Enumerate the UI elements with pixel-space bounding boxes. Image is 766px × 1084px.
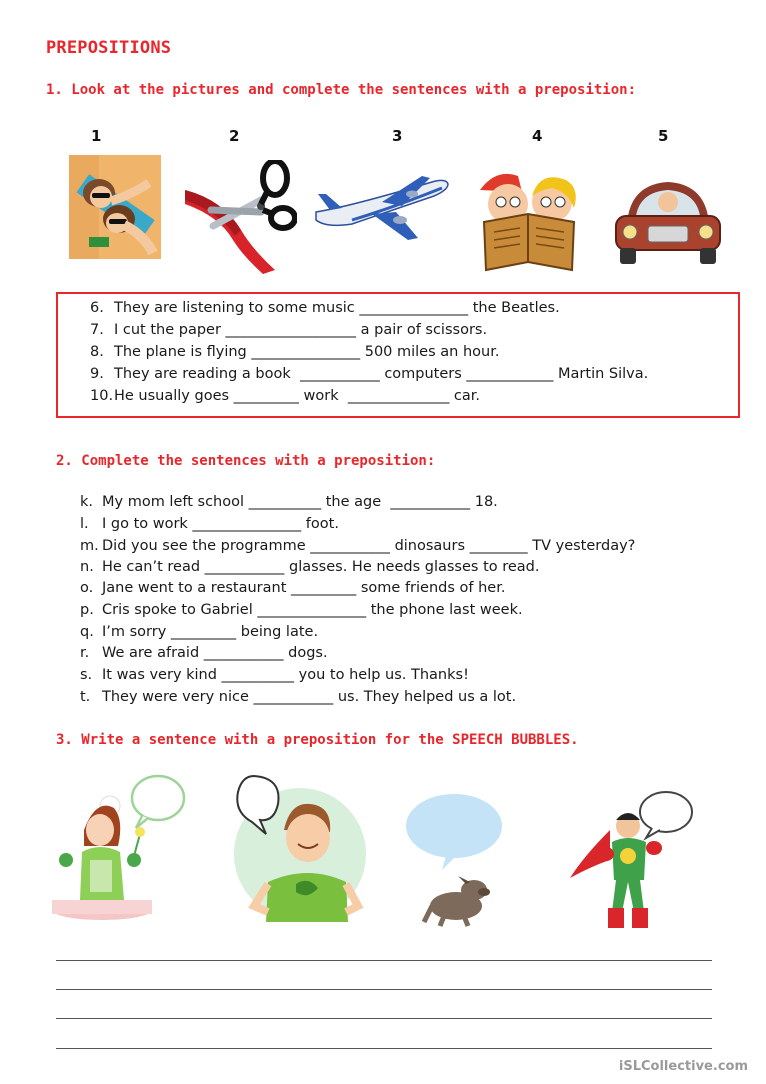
sentence-p: p. Cris spoke to Gabriel _______________ the phone last week. (80, 602, 523, 618)
airplane-image (312, 172, 452, 244)
sentence-n: n. He can’t read ___________ glasses. He needs glasses to read. (80, 559, 540, 575)
children-reading-image (476, 162, 582, 272)
answer-line-4[interactable] (56, 1048, 712, 1049)
sentence-8: 8. The plane is flying _______________ 500 miles an hour. (90, 344, 500, 360)
section-3-heading: 3. Write a sentence with a preposition for the SPEECH BUBBLES. (56, 732, 579, 748)
page-title: PREPOSITIONS (46, 38, 172, 58)
sentence-l: l. I go to work _______________ foot. (80, 516, 339, 532)
sentence-k: k. My mom left school __________ the age ___________ 18. (80, 494, 498, 510)
picture-number-4: 4 (532, 127, 543, 145)
section-2-heading: 2. Complete the sentences with a preposition: (56, 453, 436, 469)
picture-number-2: 2 (229, 127, 240, 145)
sentence-9: 9. They are reading a book ___________ computers ____________ Martin Silva. (90, 366, 649, 382)
picture-number-5: 5 (658, 127, 669, 145)
answer-line-3[interactable] (56, 1018, 712, 1019)
sentence-7: 7. I cut the paper __________________ a pair of scissors. (90, 322, 488, 338)
car-driver-image (612, 176, 724, 268)
answer-line-2[interactable] (56, 989, 712, 990)
sentence-10: 10.He usually goes _________ work ______________ car. (90, 388, 481, 404)
sentence-o: o. Jane went to a restaurant _________ some friends of her. (80, 580, 506, 596)
dog-image (404, 794, 504, 928)
chef-woman-image (52, 772, 188, 924)
picture-number-3: 3 (392, 127, 403, 145)
picture-number-1: 1 (91, 127, 102, 145)
sentence-r: r. We are afraid ___________ dogs. (80, 645, 328, 661)
scissors-ribbon-image (183, 160, 297, 274)
sentence-m: m. Did you see the programme ___________ dinosaurs ________ TV yesterday? (80, 538, 636, 554)
sunbathing-couple-image (69, 155, 161, 259)
smiling-boy-image (230, 772, 370, 922)
watermark: iSLCollective.com (618, 1059, 748, 1074)
answer-line-1[interactable] (56, 960, 712, 961)
sentence-6: 6. They are listening to some music _______________ the Beatles. (90, 300, 560, 316)
sentence-t: t. They were very nice ___________ us. They helped us a lot. (80, 689, 517, 705)
sentence-q: q. I’m sorry _________ being late. (80, 624, 319, 640)
sentence-s: s. It was very kind __________ you to help us. Thanks! (80, 667, 469, 683)
superhero-image (566, 786, 698, 934)
section-1-heading: 1. Look at the pictures and complete the sentences with a preposition: (46, 82, 637, 98)
